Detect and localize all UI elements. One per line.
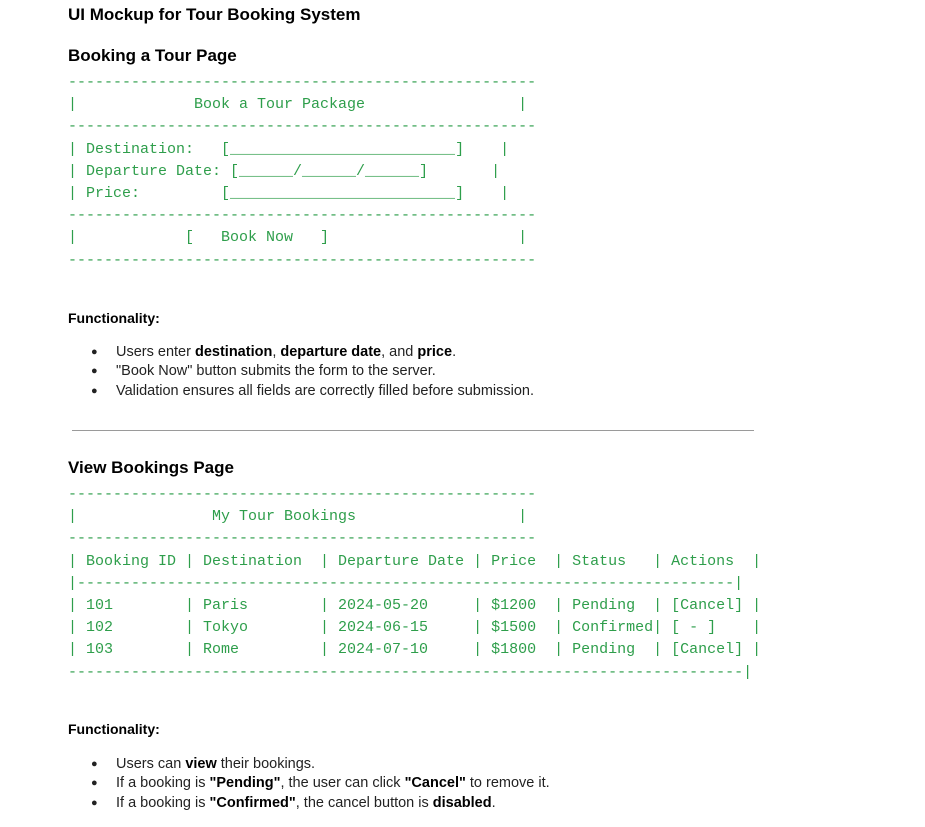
mockup-line: ----------------------------------------------------	[68, 207, 537, 225]
text-run: their bookings.	[216, 756, 316, 772]
mockup-line: | Book a Tour Package |	[68, 96, 528, 114]
text-run: If a booking is	[116, 775, 210, 792]
bookings-table-mockup	[68, 484, 761, 684]
page-title: UI Mockup for Tour Booking System	[68, 5, 361, 24]
mockup-line: | Price: [_________________________] |	[68, 185, 510, 203]
list-item	[68, 755, 550, 774]
mockup-line: | [ Book Now ] |	[68, 229, 528, 247]
text-run: .	[491, 794, 496, 811]
list-item	[68, 343, 534, 362]
mockup-line: | Departure Date: [______/______/______] |	[68, 162, 501, 180]
mockup-line: ----------------------------------------------------	[68, 74, 537, 91]
mockup-line: |-------------------------------------------------------------------------|	[68, 574, 744, 592]
list-item	[68, 774, 550, 793]
booking-section-heading: Booking a Tour Page	[68, 46, 237, 65]
text-run: , the user can click	[280, 775, 405, 792]
text-run: Validation ensures all fields are correctly filled before submission.	[116, 382, 535, 399]
bookings-functionality-label: Functionality:	[68, 721, 160, 737]
text-run: to remove it.	[465, 775, 550, 792]
booking-functionality-list	[68, 343, 534, 401]
mockup-line: | My Tour Bookings |	[68, 508, 528, 526]
list-item	[68, 362, 534, 381]
bold-text: disabled	[432, 794, 492, 811]
mockup-line: ----------------------------------------------------	[68, 118, 537, 136]
mockup-line: | Destination: [_________________________] |	[68, 140, 510, 158]
text-run: Users enter	[116, 344, 195, 360]
list-item	[68, 382, 534, 401]
text-run: Users can	[116, 756, 186, 772]
mockup-line: | 102 | Tokyo | 2024-06-15 | $1500 | Confirmed| [ - ] |	[68, 619, 762, 637]
mockup-line: ----------------------------------------------------	[68, 251, 537, 269]
bold-text: "Pending"	[209, 775, 281, 792]
mockup-line: ----------------------------------------------------	[68, 486, 537, 503]
text-run: ,	[272, 344, 281, 360]
bold-text: price	[417, 344, 453, 360]
text-run: , and	[381, 344, 418, 360]
text-run: "Book Now" button submits the form to the server.	[116, 363, 436, 380]
booking-functionality-label: Functionality:	[68, 310, 160, 326]
bold-text: "Cancel"	[404, 775, 466, 792]
text-run: If a booking is	[116, 794, 210, 811]
bold-text: departure date	[280, 344, 382, 360]
bold-text: view	[185, 756, 217, 772]
bookings-functionality-list	[68, 755, 550, 813]
mockup-line: ----------------------------------------------------	[68, 530, 537, 548]
list-item	[68, 794, 550, 813]
mockup-line: | 103 | Rome | 2024-07-10 | $1800 | Pending | [Cancel] |	[68, 641, 762, 659]
booking-form-mockup	[68, 72, 536, 272]
mockup-line: | Booking ID | Destination | Departure Date | Price | Status | Actions |	[68, 552, 762, 570]
text-run: , the cancel button is	[295, 794, 433, 811]
mockup-line: | 101 | Paris | 2024-05-20 | $1200 | Pending | [Cancel] |	[68, 597, 762, 615]
text-run: .	[452, 344, 457, 360]
bold-text: "Confirmed"	[209, 794, 296, 811]
mockup-line: ---------------------------------------------------------------------------|	[68, 663, 753, 681]
section-divider	[72, 430, 754, 431]
bookings-section-heading: View Bookings Page	[68, 458, 234, 477]
bold-text: destination	[194, 344, 273, 360]
